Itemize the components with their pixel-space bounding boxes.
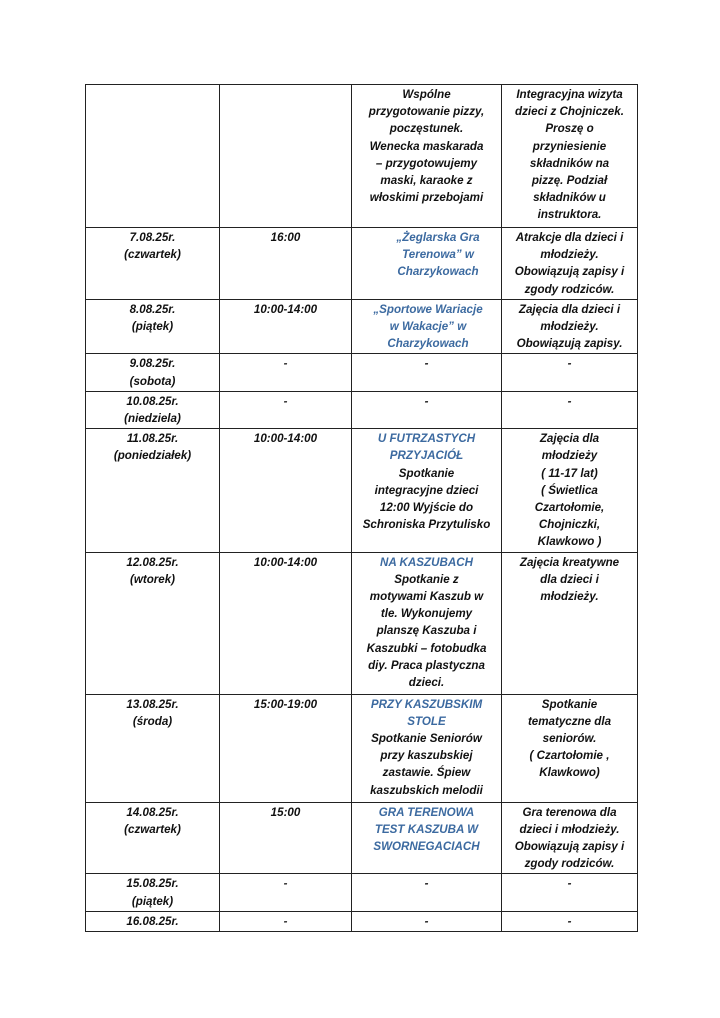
date-text: 10.08.25r.: [126, 394, 179, 408]
day-text: (sobota): [129, 374, 176, 388]
time-cell: [220, 228, 352, 300]
date-cell: [86, 802, 220, 874]
event-cell: [352, 228, 502, 300]
time-text: 10:00-14:00: [253, 432, 318, 446]
notes-text: Atrakcje dla dzieci i młodzieży. Obowiązują zapisy i zgody rodziców.: [514, 231, 625, 296]
time-text: -: [283, 357, 288, 371]
table-row: [86, 911, 638, 931]
notes-text: -: [567, 357, 572, 371]
event-description: -: [424, 357, 429, 371]
date-cell: [86, 391, 220, 428]
event-description: -: [424, 914, 429, 928]
date-cell: [86, 874, 220, 911]
time-cell: [220, 552, 352, 694]
time-cell: [220, 391, 352, 428]
notes-text: Integracyjna wizyta dzieci z Chojniczek. Proszę o przyniesienie składników na pizzę. Podział składników u instruktora.: [515, 88, 624, 222]
event-cell: [352, 391, 502, 428]
notes-cell: [502, 911, 638, 931]
notes-text: -: [567, 394, 572, 408]
notes-text: -: [567, 877, 572, 891]
notes-cell: [502, 694, 638, 802]
event-description: Spotkanie Seniorów przy kaszubskiej zastawie. Śpiew kaszubskich melodii: [370, 732, 483, 797]
event-cell: [352, 911, 502, 931]
date-cell: [86, 911, 220, 931]
event-description: -: [424, 877, 429, 891]
table-row: [86, 391, 638, 428]
schedule-table: [85, 84, 638, 932]
date-text: 15.08.25r.: [126, 877, 179, 891]
notes-cell: [502, 354, 638, 391]
notes-cell: [502, 552, 638, 694]
event-description: Spotkanie integracyjne dzieci 12:00 Wyjście do Schroniska Przytulisko: [362, 466, 491, 532]
time-text: -: [283, 394, 288, 408]
date-cell: [86, 299, 220, 354]
table-row: [86, 874, 638, 911]
notes-text: Zajęcia dla młodzieży ( 11-17 lat) ( Świetlica Czartołomie, Chojniczki, Klawkowo ): [534, 432, 605, 549]
time-cell: [220, 85, 352, 228]
time-cell: [220, 429, 352, 552]
event-cell: [352, 552, 502, 694]
time-text: 10:00-14:00: [253, 302, 318, 316]
date-cell: [86, 552, 220, 694]
event-title: „Sportowe Wariacje w Wakacje” w Charzykowach: [373, 302, 483, 351]
table-row: [86, 802, 638, 874]
notes-cell: [502, 802, 638, 874]
time-cell: [220, 299, 352, 354]
time-text: 15:00: [270, 805, 301, 819]
table-row: [86, 552, 638, 694]
time-cell: [220, 911, 352, 931]
notes-cell: [502, 228, 638, 300]
notes-text: -: [567, 914, 572, 928]
time-cell: [220, 354, 352, 391]
notes-cell: [502, 85, 638, 228]
date-text: 9.08.25r.: [129, 357, 176, 371]
event-cell: [352, 694, 502, 802]
time-text: 15:00-19:00: [253, 697, 318, 711]
schedule-body: [86, 85, 638, 932]
event-title: NA KASZUBACH: [380, 555, 473, 569]
event-description: -: [424, 394, 429, 408]
notes-cell: [502, 874, 638, 911]
table-row: [86, 85, 638, 228]
notes-text: Gra terenowa dla dzieci i młodzieży. Obowiązują zapisy i zgody rodziców.: [514, 805, 625, 871]
event-cell: [352, 85, 502, 228]
date-text: 16.08.25r.: [126, 914, 179, 928]
date-cell: [86, 228, 220, 300]
date-text: 7.08.25r.: [129, 231, 176, 244]
notes-text: Zajęcia dla dzieci i młodzieży. Obowiązują zapisy.: [516, 302, 623, 351]
time-cell: [220, 802, 352, 874]
event-title: „Żeglarska Gra Terenowa” w Charzykowach: [396, 231, 480, 279]
date-cell: [86, 85, 220, 228]
time-text: -: [283, 914, 288, 928]
day-text: (czwartek): [124, 822, 181, 836]
notes-cell: [502, 429, 638, 552]
event-cell: [352, 429, 502, 552]
date-text: 14.08.25r.: [126, 805, 179, 819]
day-text: (wtorek): [129, 572, 176, 586]
event-cell: [352, 299, 502, 354]
event-title: U FUTRZASTYCH PRZYJACIÓŁ: [377, 432, 476, 463]
date-text: 8.08.25r.: [129, 302, 176, 316]
day-text: (środa): [132, 714, 173, 728]
day-text: (poniedziałek): [113, 449, 192, 463]
event-description: Spotkanie z motywami Kaszub w tle. Wykonujemy planszę Kaszuba i Kaszubki – fotobudka diy. Praca plastyczna dzieci.: [366, 572, 487, 690]
event-cell: [352, 354, 502, 391]
table-row: [86, 429, 638, 552]
table-row: [86, 299, 638, 354]
event-description: Wspólne przygotowanie pizzy, poczęstunek. Wenecka maskarada – przygotowujemy maski, karaoke z włoskimi przebojami: [368, 88, 485, 205]
day-text: (czwartek): [124, 248, 181, 262]
date-cell: [86, 694, 220, 802]
event-cell: [352, 802, 502, 874]
event-cell: [352, 874, 502, 911]
time-cell: [220, 874, 352, 911]
time-text: 16:00: [270, 231, 301, 244]
notes-cell: [502, 299, 638, 354]
table-row: [86, 354, 638, 391]
date-cell: [86, 429, 220, 552]
time-cell: [220, 694, 352, 802]
event-title: PRZY KASZUBSKIM STOLE: [370, 697, 483, 728]
table-row: [86, 228, 638, 300]
day-text: (piątek): [131, 320, 174, 334]
date-text: 12.08.25r.: [126, 555, 179, 569]
day-text: (piątek): [131, 894, 174, 908]
time-text: 10:00-14:00: [253, 555, 318, 569]
table-row: [86, 694, 638, 802]
day-text: (niedziela): [124, 412, 181, 426]
event-title: GRA TERENOWA TEST KASZUBA W SWORNEGACIACH: [373, 805, 480, 854]
notes-text: Spotkanie tematyczne dla seniorów. ( Czartołomie , Klawkowo): [527, 697, 612, 780]
notes-cell: [502, 391, 638, 428]
time-text: -: [283, 877, 288, 891]
date-cell: [86, 354, 220, 391]
notes-text: Zajęcia kreatywne dla dzieci i młodzieży.: [519, 555, 620, 604]
date-text: 13.08.25r.: [126, 697, 179, 711]
date-text: 11.08.25r.: [126, 432, 179, 446]
